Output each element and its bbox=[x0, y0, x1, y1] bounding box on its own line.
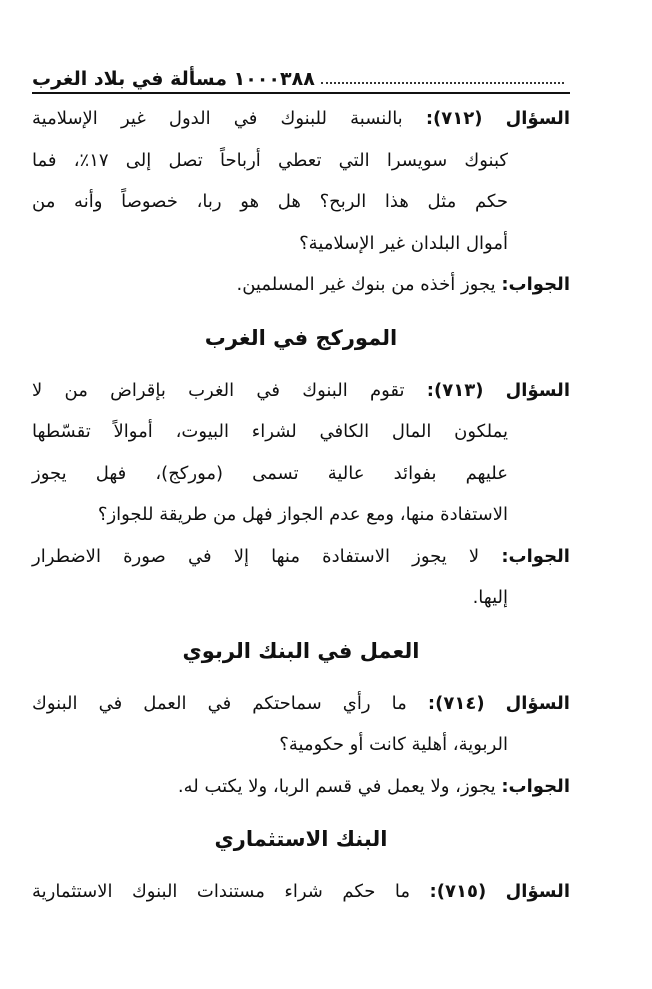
section-heading-mortgage: المورکج في الغرب bbox=[204, 325, 398, 350]
question-number: (٧١٥): bbox=[429, 881, 487, 902]
question-text: ما حكم شراء مستندات البنوك الاستثمارية bbox=[32, 881, 411, 902]
question-712-line-3: حكم مثل هذا الربح؟ هل هو ربا، خصوصاً وأنه من bbox=[32, 191, 508, 212]
question-label: السؤال bbox=[505, 881, 570, 902]
question-714-line-2: الربوية، أهلية كانت أو حكومية؟ bbox=[279, 734, 508, 755]
answer-713-line-2: إليها. bbox=[472, 587, 508, 608]
question-713-line-2: يملكون المال الكافي لشراء البيوت، أموالاً تقسّطها bbox=[32, 421, 508, 442]
book-title: ١٠٠٠ مسألة في بلاد الغرب bbox=[32, 68, 280, 90]
answer-text: يجوز أخذه من بنوك غير المسلمين. bbox=[236, 274, 496, 295]
section-heading-investment-bank: البنك الاستثماري bbox=[214, 827, 388, 851]
question-number: (٧١٢): bbox=[425, 108, 483, 129]
section-heading-riba-bank: العمل في البنك الربوي bbox=[182, 638, 420, 663]
question-713-line-3: عليهم بفوائد عالية تسمى (موركج)، فهل يجوز bbox=[32, 462, 508, 484]
question-713-line-1 bbox=[32, 370, 570, 412]
answer-text: يجوز، ولا يعمل في قسم الربا، ولا يكتب له. bbox=[177, 775, 496, 797]
question-text: تقوم البنوك في الغرب بإقراض من لا bbox=[32, 379, 405, 401]
question-text: ما رأي سماحتكم في العمل في البنوك bbox=[32, 692, 407, 714]
answer-label: الجواب: bbox=[501, 775, 570, 797]
answer-label: الجواب: bbox=[501, 274, 570, 295]
question-712-line-2: كبنوك سويسرا التي تعطي أرباحاً تصل إلى ١٧٪، فما bbox=[32, 149, 508, 171]
page-body bbox=[32, 98, 570, 913]
page-header bbox=[32, 58, 570, 94]
answer-714 bbox=[32, 766, 570, 808]
question-712-line-4: أموال البلدان غير الإسلامية؟ bbox=[299, 232, 508, 254]
question-713-line-4: الاستفادة منها، ومع عدم الجواز فهل من طريقة للجواز؟ bbox=[97, 504, 508, 525]
question-text: بالنسبة للبنوك في الدول غير الإسلامية bbox=[32, 108, 403, 129]
answer-713-line-1 bbox=[32, 536, 570, 578]
question-label: السؤال bbox=[505, 379, 570, 401]
question-number: (٧١٤): bbox=[427, 692, 485, 714]
question-714-line-1 bbox=[32, 683, 570, 725]
question-label: السؤال bbox=[505, 108, 570, 129]
answer-text: لا يجوز الاستفادة منها إلا في صورة الاضطرار bbox=[32, 545, 480, 567]
question-number: (٧١٣): bbox=[426, 379, 484, 401]
page-number: ٣٨٨ bbox=[280, 68, 315, 90]
answer-712 bbox=[32, 264, 570, 306]
answer-label: الجواب: bbox=[501, 545, 570, 567]
question-label: السؤال bbox=[505, 692, 570, 714]
header-dotted-leader bbox=[321, 82, 564, 84]
question-715-line-1 bbox=[32, 871, 570, 913]
question-712-line-1 bbox=[32, 98, 570, 140]
